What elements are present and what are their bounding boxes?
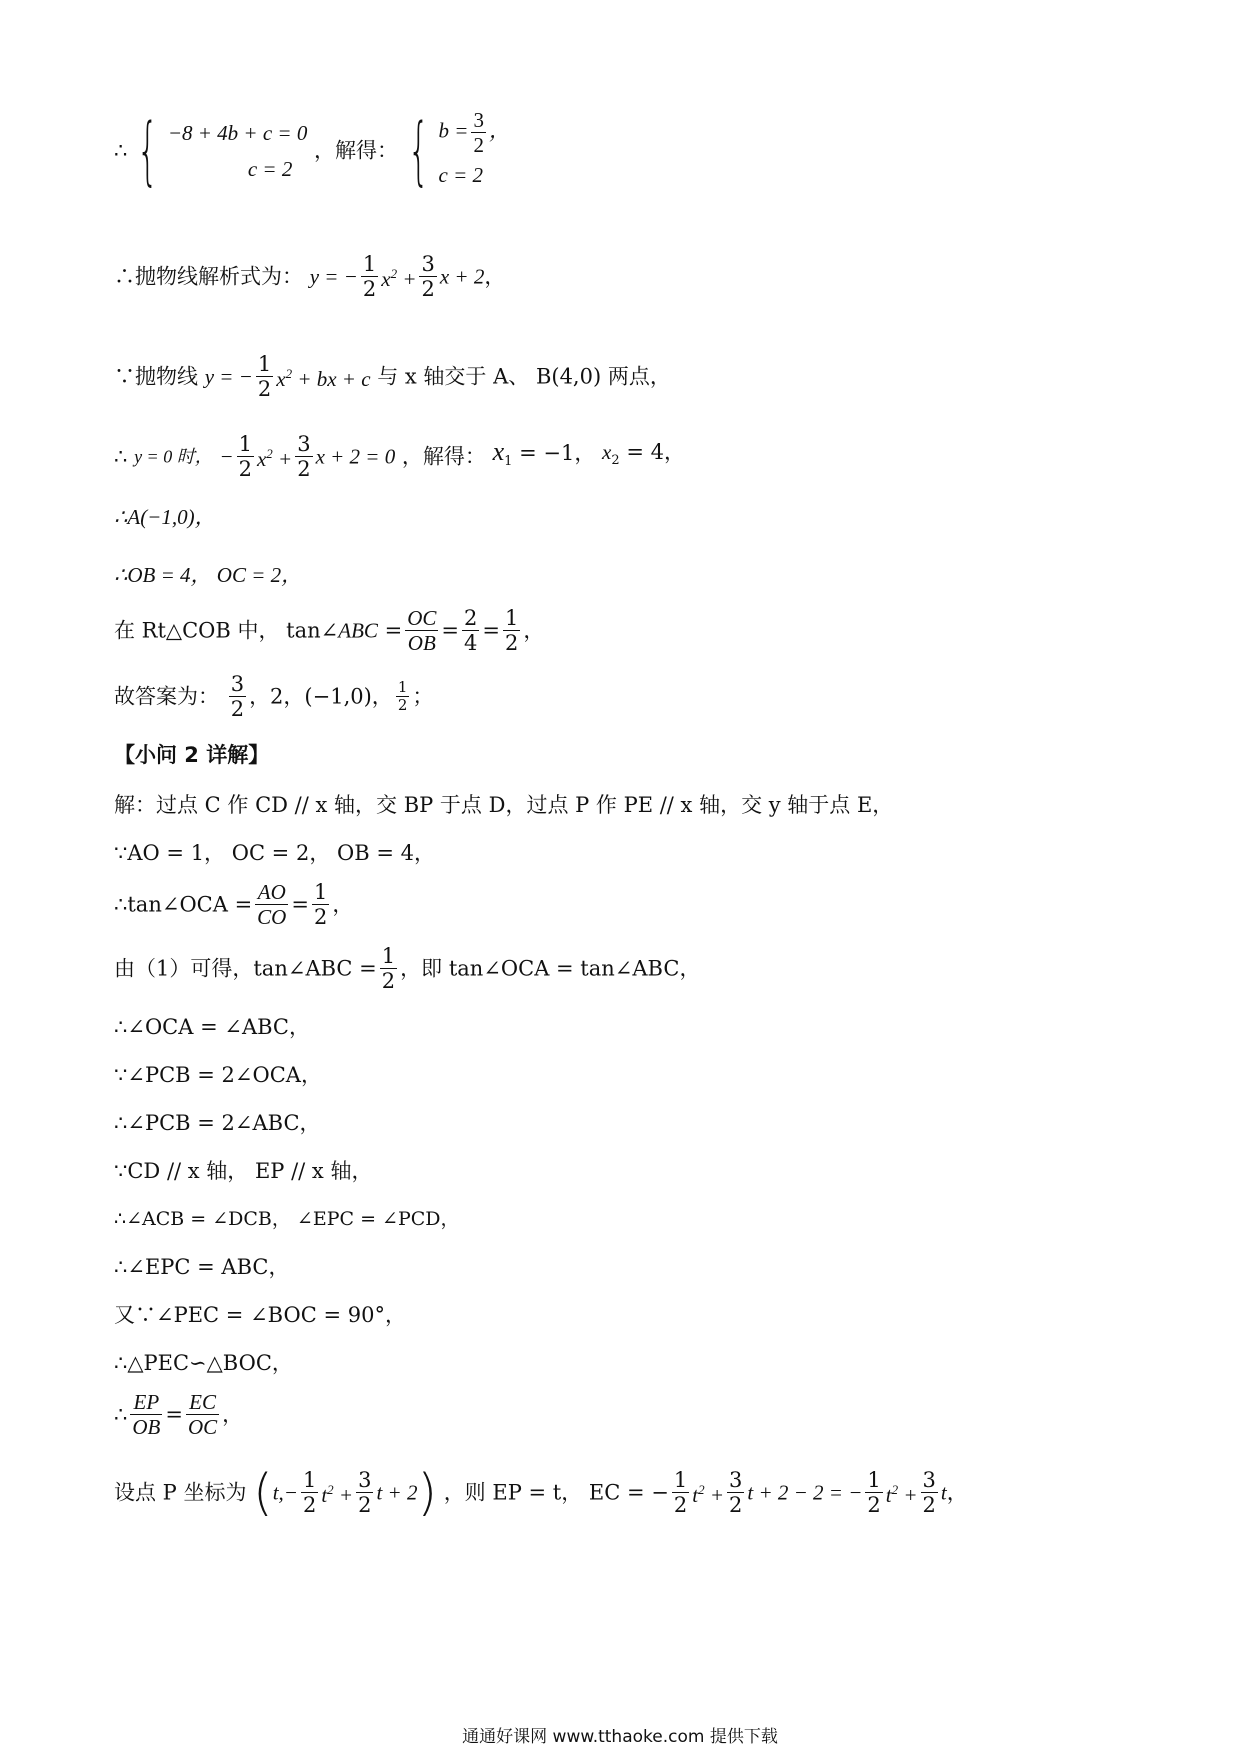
point-p-line: 设点 P 坐标为 (t,− $\frac{1}{2}$ $t^2$ + $\frac{3}{2}$ t + 2) ，则 EP = t， EC = − $\frac{1}{2}$ $t^2$ + $\frac{3}{2}$ t + 2 − 2 = − $\frac{1}{2}$ $t^2$ + $\frac{3}{2}$ t， <box>114 1463 968 1522</box>
angle-line-2: ∵∠PCB = 2∠OCA， <box>114 1063 322 1087</box>
equation-1: −8 + 4b + c = 0 <box>167 120 308 145</box>
system-line <box>114 107 510 194</box>
tan-abc-line: 在 Rt△COB 中， tan∠ABC = $\frac{OC}{OB}$ = $\frac{2}{4}$ = $\frac{1}{2}$ ， <box>114 606 545 656</box>
parallel-line: ∵CD // x 轴， EP // x 轴， <box>114 1159 373 1183</box>
equation-2: c = 2 <box>247 156 293 181</box>
angle-line-5: ∴∠EPC = ABC， <box>114 1255 290 1279</box>
angle-line-1: ∴∠OCA = ∠ABC， <box>114 1015 311 1039</box>
line-suffix: 与 x 轴交于 A、 B(4,0) 两点， <box>377 364 671 389</box>
parabola-expression-line: ∴抛物线解析式为： y = − $\frac{1}{2}$ $x^2$ + $\frac{3}{2}$ x + 2， <box>114 252 506 302</box>
from-part1-line: 由（1）可得，tan∠ABC = $\frac{1}{2}$ ，即 tan∠OCA = tan∠ABC， <box>114 944 701 994</box>
solve-label: ，解得： <box>314 138 399 163</box>
left-brace-2: { <box>407 107 429 194</box>
section-heading: 【小问 2 详解】 <box>114 743 270 767</box>
solution-b: b = $\frac{3}{2}$ ， <box>438 108 510 158</box>
line-prefix: ∴抛物线解析式为： <box>114 264 303 289</box>
point-a-line: ∴A(−1,0)， <box>114 505 216 529</box>
line-prefix: ∵抛物线 <box>114 364 198 389</box>
solution-system <box>439 108 510 193</box>
answer-line: 故答案为： $\frac{3}{2}$ ，2，(−1,0)， $\frac{1}{2}$ ； <box>114 672 434 722</box>
right-angle-line: 又∵∠PEC = ∠BOC = 90°， <box>114 1303 406 1327</box>
solution-c: c = 2 <box>438 163 484 188</box>
angle-line-3: ∴∠PCB = 2∠ABC， <box>114 1111 321 1135</box>
footer-watermark: 通通好课网 www.tthaoke.com 提供下载 <box>462 1727 778 1747</box>
parabola-intersect-line: ∵抛物线 y = − $\frac{1}{2}$ $x^2$ + bx + c 与 x 轴交于 A、 B(4,0) 两点， <box>114 352 671 402</box>
roots-line: ∴ y = 0 时， − $\frac{1}{2}$ $x^2$ + $\frac{3}{2}$ x + 2 = 0 ，解得： $x_1 = -1$， $x_2 = 4$， <box>114 432 685 482</box>
left-brace: { <box>137 107 159 194</box>
lengths-line: ∵AO = 1， OC = 2， OB = 4， <box>114 841 435 865</box>
ratio-line: ∴ $\frac{EP}{OB}$ = $\frac{EC}{OC}$ ， <box>114 1390 244 1440</box>
construction-line: 解：过点 C 作 CD // x 轴，交 BP 于点 D，过点 P 作 PE // x 轴，交 y 轴于点 E， <box>114 793 894 817</box>
equation-system <box>168 115 308 187</box>
ob-oc-line: ∴OB = 4， OC = 2， <box>114 563 303 587</box>
therefore-symbol: ∴ <box>114 138 128 163</box>
tan-oca-line: ∴tan∠OCA = $\frac{AO}{CO}$ = $\frac{1}{2}$ ， <box>114 880 354 930</box>
similar-triangles-line: ∴△PEC∽△BOC， <box>114 1351 293 1375</box>
angle-line-4: ∴∠ACB = ∠DCB， ∠EPC = ∠PCD， <box>114 1208 460 1230</box>
y-zero: y = 0 时， <box>134 446 213 467</box>
